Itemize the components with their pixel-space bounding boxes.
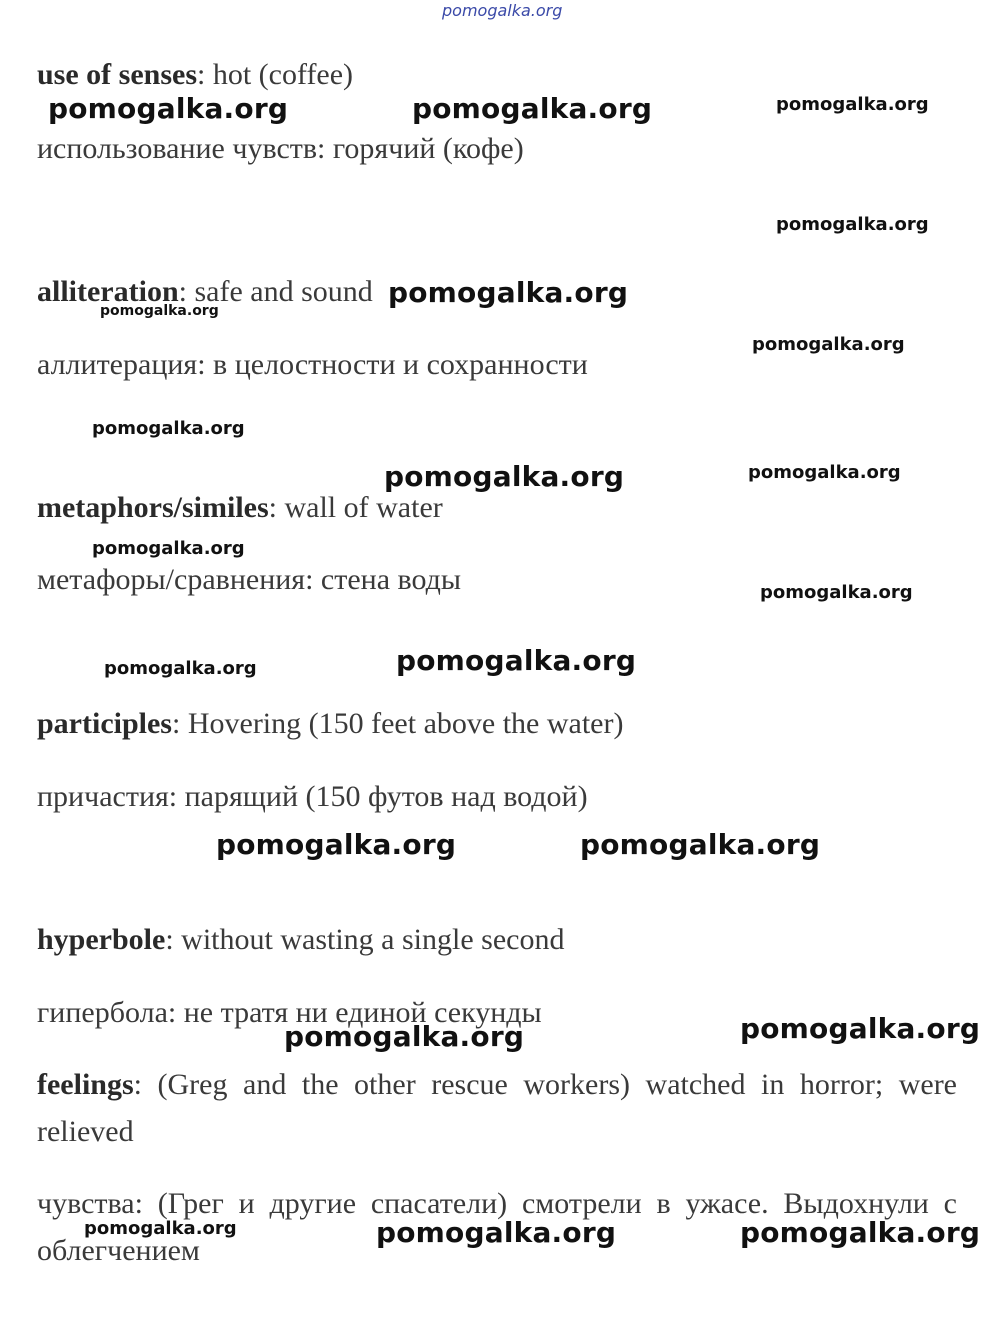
watermark: pomogalka.org	[396, 644, 637, 677]
entry-english-line	[37, 709, 623, 739]
entry-term: use of senses	[37, 58, 198, 91]
watermark: pomogalka.org	[776, 214, 929, 235]
entry-english-text: : without wasting a single second	[165, 923, 565, 956]
entry-english-text: : (Greg and the other rescue workers) watched in horror; were	[133, 1068, 957, 1101]
watermark: pomogalka.org	[100, 303, 219, 319]
watermark: pomogalka.org	[388, 276, 629, 309]
entry-english-line-continued: relieved	[37, 1115, 134, 1148]
entry-english-text: : hot (coffee)	[197, 58, 354, 91]
entry-term: metaphors/similes	[37, 491, 269, 524]
entry-english-text: : wall of water	[268, 491, 443, 524]
watermark: pomogalka.org	[92, 418, 245, 439]
watermark: pomogalka.org	[376, 1216, 617, 1249]
watermark: pomogalka.org	[216, 828, 457, 861]
entry-russian-line: причастия: парящий (150 футов над водой)	[37, 780, 588, 813]
watermark: pomogalka.org	[760, 582, 913, 603]
entry-russian-line: гипербола: не тратя ни единой секунды	[37, 996, 542, 1029]
watermark: pomogalka.org	[84, 1218, 237, 1239]
watermark: pomogalka.org	[580, 828, 821, 861]
entry-english-line	[37, 60, 353, 90]
watermark: pomogalka.org	[92, 538, 245, 559]
watermark: pomogalka.org	[104, 658, 257, 679]
watermark: pomogalka.org	[776, 94, 929, 115]
entry-english-line	[37, 925, 564, 955]
entry-term: alliteration	[37, 275, 179, 308]
watermark: pomogalka.org	[384, 460, 625, 493]
watermark: pomogalka.org	[748, 462, 901, 483]
entry-english-text: : Hovering (150 feet above the water)	[172, 707, 624, 740]
entry-russian-line: использование чувств: горячий (кофе)	[37, 132, 524, 165]
watermark: pomogalka.org	[740, 1216, 981, 1249]
entry-english-text: : safe and sound	[178, 275, 373, 308]
top-watermark: pomogalka.org	[442, 1, 563, 20]
entry-term: feelings	[37, 1068, 134, 1101]
entry-english-line	[37, 493, 443, 523]
watermark: pomogalka.org	[752, 334, 905, 355]
watermark: pomogalka.org	[48, 92, 289, 125]
watermark: pomogalka.org	[740, 1012, 981, 1045]
entry-term: hyperbole	[37, 923, 166, 956]
entry-russian-line: чувства: (Грег и другие спасатели) смотрели в ужасе. Выдохнули с	[37, 1187, 957, 1220]
watermark: pomogalka.org	[284, 1020, 525, 1053]
entry-term: participles	[37, 707, 172, 740]
entry-english-line	[37, 1070, 957, 1100]
entry-russian-line-continued: облегчением	[37, 1234, 200, 1267]
entry-russian-line: метафоры/сравнения: стена воды	[37, 563, 462, 596]
entry-russian-line: аллитерация: в целостности и сохранности	[37, 348, 588, 381]
watermark: pomogalka.org	[412, 92, 653, 125]
